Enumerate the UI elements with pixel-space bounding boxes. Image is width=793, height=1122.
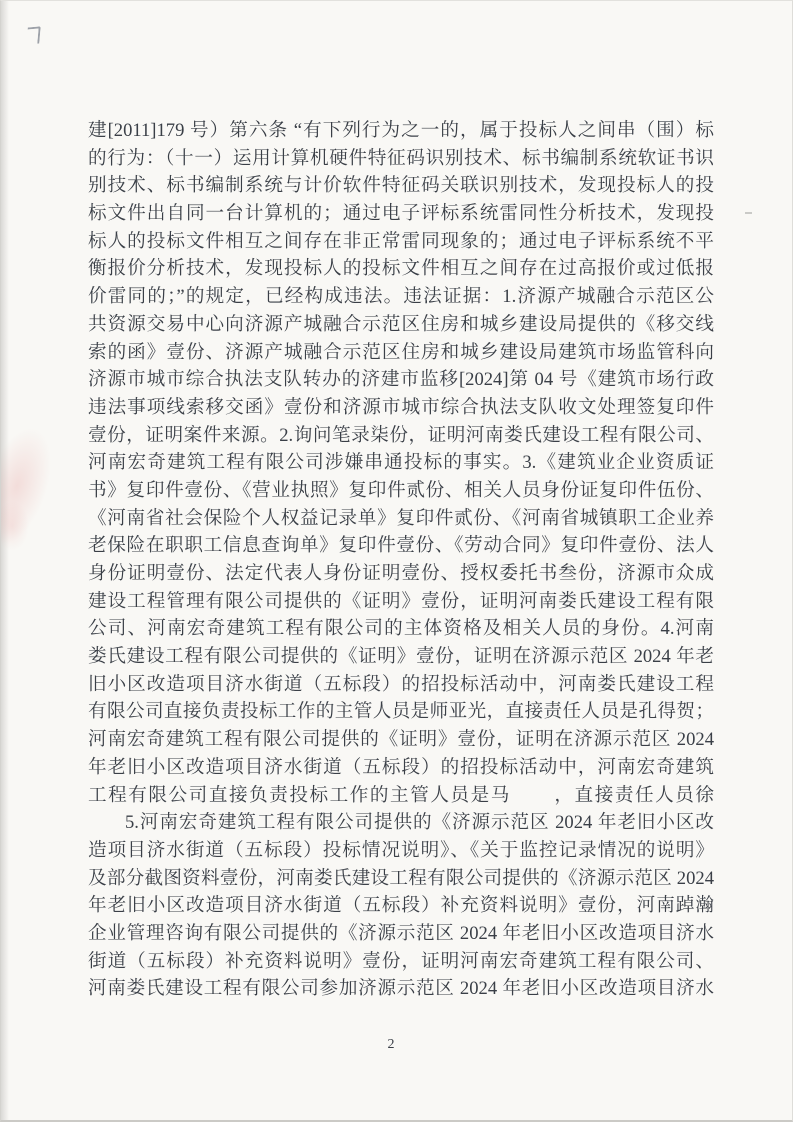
text-line: 及部分截图资料壹份，河南娄氏建设工程有限公司提供的《济源示范区 2024	[88, 867, 714, 889]
scan-artifact	[745, 212, 752, 214]
text-line: 衡报价分析技术，发现投标人的投标文件相互之间存在过高报价或过低报	[88, 258, 714, 280]
stamp-bleed-smudge	[0, 501, 29, 551]
text-segment: ，直接责任人员徐	[552, 784, 714, 806]
text-line: 身份证明壹份、法定代表人身份证明壹份、授权委托书叁份，济源市众成	[88, 563, 714, 584]
text-line: 河南宏奇建筑工程有限公司提供的《证明》壹份，证明在济源示范区 2024	[88, 729, 714, 751]
handwritten-mark-icon	[26, 26, 40, 44]
stamp-bleed-smudge	[0, 420, 64, 553]
page-number: 2	[387, 1037, 395, 1052]
text-line: 别技术、标书编制系统与计价软件特征码关联识别技术，发现投标人的投	[88, 175, 714, 197]
text-line: 共资源交易中心向济源产城融合示范区住房和城乡建设局提供的《移交线	[88, 313, 714, 335]
text-line: 旧小区改造项目济水街道（五标段）的招投标活动中，河南娄氏建设工程	[88, 673, 714, 695]
text-line: 建[2011]179 号）第六条 “有下列行为之一的，属于投标人之间串（围）标	[88, 120, 714, 141]
text-line: 书》复印件壹份、《营业执照》复印件贰份、相关人员身份证复印件伍份、	[88, 479, 714, 501]
text-line: 街道（五标段）补充资料说明》壹份，证明河南宏奇建筑工程有限公司、	[88, 950, 714, 972]
text-line: 娄氏建设工程有限公司提供的《证明》壹份，证明在济源示范区 2024 年老	[88, 646, 714, 668]
text-line: 企业管理咨询有限公司提供的《济源示范区 2024 年老旧小区改造项目济水	[88, 922, 714, 944]
text-line: 建设工程管理有限公司提供的《证明》壹份，证明河南娄氏建设工程有限	[88, 590, 714, 612]
text-line-with-redaction	[88, 782, 714, 810]
text-line: 索的函》壹份、济源产城融合示范区住房和城乡建设局建筑市场监管科向	[88, 341, 714, 363]
text-line: 公司、河南宏奇建筑工程有限公司的主体资格及相关人员的身份。4.河南	[88, 618, 714, 640]
text-line: 《河南省社会保险个人权益记录单》复印件贰份、《河南省城镇职工企业养	[88, 507, 714, 529]
text-line: 标文件出自同一台计算机的；通过电子评标系统雷同性分析技术，发现投	[88, 203, 714, 225]
text-line: 标人的投标文件相互之间存在非正常雷同现象的；通过电子评标系统不平	[88, 230, 714, 252]
text-segment: 工程有限公司直接负责投标工作的主管人员是马	[88, 784, 511, 806]
text-line: 的行为：（十一）运用计算机硬件特征码识别技术、标书编制系统软证书识	[88, 147, 714, 169]
text-line: 5.河南宏奇建筑工程有限公司提供的《济源示范区 2024 年老旧小区改	[125, 812, 714, 834]
scan-edge-shadow	[1, 1, 9, 1120]
document-body	[88, 117, 714, 1003]
text-line: 违法事项线索移交函》壹份和济源市城市综合执法支队收文处理签复印件	[88, 396, 714, 418]
redacted-name	[511, 800, 553, 801]
text-line: 壹份，证明案件来源。2.询问笔录柒份，证明河南娄氏建设工程有限公司、	[88, 424, 714, 446]
text-line: 造项目济水街道（五标段）投标情况说明》、《关于监控记录情况的说明》	[88, 839, 714, 861]
text-line: 年老旧小区改造项目济水街道（五标段）补充资料说明》壹份，河南踔瀚	[88, 895, 714, 917]
text-line: 价雷同的；”的规定，已经构成违法。违法证据：1.济源产城融合示范区公	[88, 286, 714, 308]
text-line: 河南宏奇建筑工程有限公司涉嫌串通投标的事实。3.《建筑业企业资质证	[88, 452, 714, 474]
text-line: 老保险在职职工信息查询单》复印件壹份、《劳动合同》复印件壹份、法人	[88, 535, 714, 557]
text-line: 河南娄氏建设工程有限公司参加济源示范区 2024 年老旧小区改造项目济水	[88, 978, 714, 1000]
text-line: 年老旧小区改造项目济水街道（五标段）的招投标活动中，河南宏奇建筑	[88, 756, 714, 778]
text-line: 有限公司直接负责投标工作的主管人员是师亚光，直接责任人员是孔得贺；	[88, 701, 714, 723]
text-line: 济源市城市综合执法支队转办的济建市监移[2024]第 04 号《建筑市场行政	[88, 369, 714, 391]
